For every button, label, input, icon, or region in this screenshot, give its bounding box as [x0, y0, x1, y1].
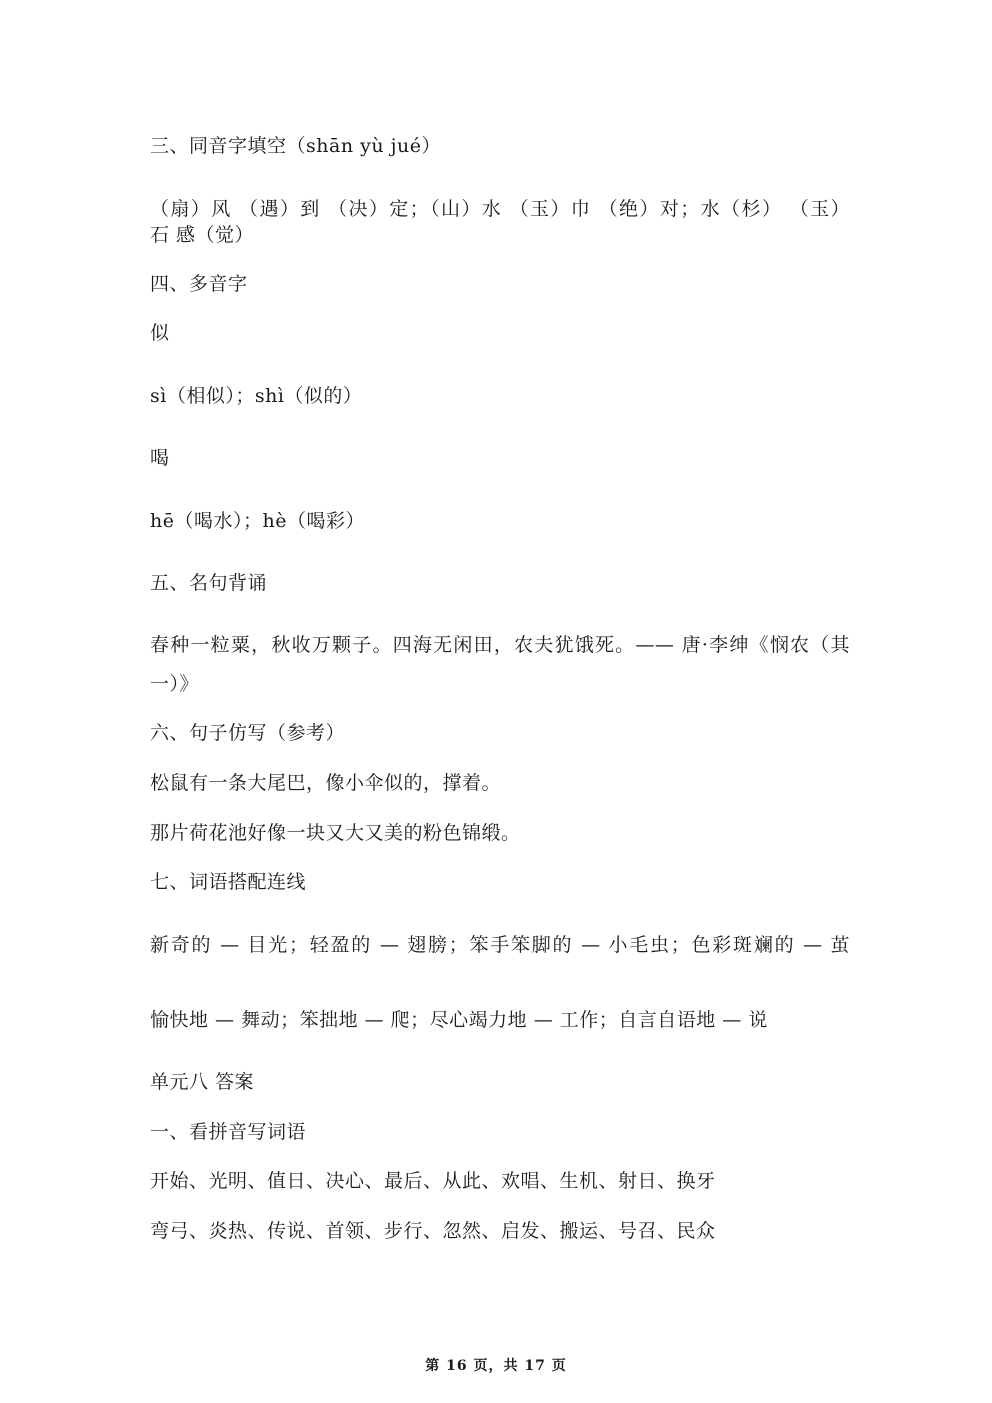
section3-heading: 三、同音字填空（shān yù jué） [150, 135, 441, 157]
imitation-sentence-2: 那片荷花池好像一块又大又美的粉色锦缎。 [150, 822, 521, 844]
polyphone-char-he: 喝 [150, 447, 170, 469]
page-number-footer: 第 16 页，共 17 页 [425, 1358, 567, 1374]
section4-heading: 四、多音字 [150, 273, 248, 295]
pinyin-words-row1: 开始、光明、值日、决心、最后、从此、欢唱、生机、射日、换牙 [150, 1170, 716, 1192]
polyphone-char-si: 似 [150, 322, 170, 344]
section6-heading: 六、句子仿写（参考） [150, 722, 346, 744]
polyphone-he-readings: hē（喝水）；hè（喝彩） [150, 510, 365, 532]
word-matching-line1: 新奇的 — 目光；轻盈的 — 翅膀；笨手笨脚的 — 小毛虫；色彩斑斓的 — 茧 [150, 934, 850, 956]
section3-answers-line2: 石 感（觉） [150, 224, 255, 246]
section7-heading: 七、词语搭配连线 [150, 871, 307, 893]
section3-answers-line1: （扇）风 （遇）到 （决）定；（山）水 （玉）巾 （绝）对；水（杉） （玉） [150, 198, 850, 220]
pinyin-words-row2: 弯弓、炎热、传说、首领、步行、忽然、启发、搬运、号召、民众 [150, 1220, 716, 1242]
polyphone-si-readings: sì（相似）；shì（似的） [150, 385, 363, 407]
section5-heading: 五、名句背诵 [150, 572, 268, 594]
poem-line2: 一）》 [150, 673, 200, 695]
imitation-sentence-1: 松鼠有一条大尾巴，像小伞似的，撑着。 [150, 772, 502, 794]
poem-line1: 春种一粒粟，秋收万颗子。四海无闲田，农夫犹饿死。—— 唐·李绅《悯农（其 [150, 634, 850, 656]
word-matching-line2: 愉快地 — 舞动；笨拙地 — 爬；尽心竭力地 — 工作；自言自语地 — 说 [150, 1009, 768, 1031]
unit8-title: 单元八 答案 [150, 1071, 255, 1093]
unit8-section1-heading: 一、看拼音写词语 [150, 1121, 307, 1143]
